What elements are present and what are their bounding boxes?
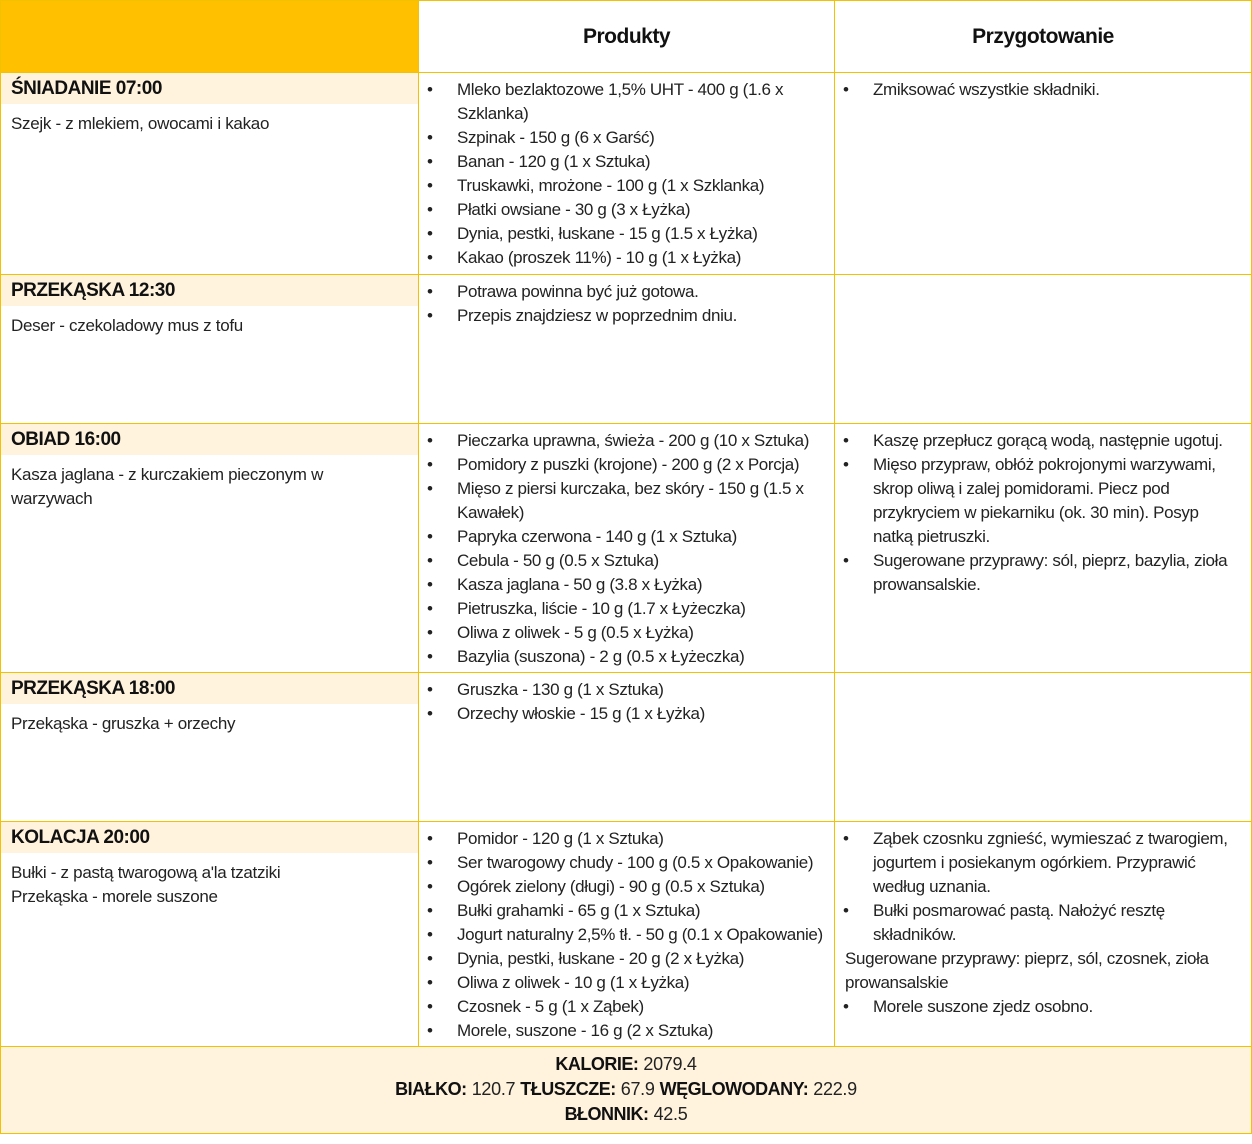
product-item: • Gruszka - 130 g (1 x Sztuka): [457, 678, 824, 702]
totals-line-fiber: [1, 1102, 1251, 1127]
preparation-step: • Sugerowane przyprawy: sól, pieprz, bazylia, zioła prowansalskie.: [873, 549, 1241, 597]
meal-description-line: Deser - czekoladowy mus z tofu: [11, 316, 243, 335]
meal-cell: [1, 73, 419, 275]
column-header-products: Produkty: [419, 1, 835, 73]
products-list: [419, 822, 834, 1043]
products-cell: [419, 73, 835, 275]
protein-label: BIAŁKO:: [395, 1079, 467, 1099]
meal-row: [1, 275, 1252, 424]
preparation-cell: [835, 424, 1252, 673]
preparation-step: • Zmiksować wszystkie składniki.: [873, 78, 1241, 102]
fat-value: 67.9: [620, 1079, 655, 1099]
preparation-list: [835, 424, 1251, 597]
totals-line-macros: [1, 1077, 1251, 1102]
preparation-cell: [835, 275, 1252, 424]
preparation-step: • Mięso przypraw, obłóż pokrojonymi warzywami, skrop oliwą i zalej pomidorami. Piecz pod przykryciem w piekarniku (ok. 30 min). Posyp natką pietruszki.: [873, 453, 1241, 549]
preparation-list: [835, 673, 1251, 678]
product-item: • Ser twarogowy chudy - 100 g (0.5 x Opakowanie): [457, 851, 824, 875]
products-cell: [419, 673, 835, 822]
products-cell: [419, 424, 835, 673]
totals-line-calories: [1, 1052, 1251, 1077]
product-item: • Pomidor - 120 g (1 x Sztuka): [457, 827, 824, 851]
meal-description: [1, 704, 418, 736]
product-item: • Oliwa z oliwek - 5 g (0.5 x Łyżka): [457, 621, 824, 645]
product-item: • Ogórek zielony (długi) - 90 g (0.5 x Sztuka): [457, 875, 824, 899]
meal-description-line: Szejk - z mlekiem, owocami i kakao: [11, 114, 270, 133]
product-item: • Czosnek - 5 g (1 x Ząbek): [457, 995, 824, 1019]
meal-description-line: Przekąska - gruszka + orzechy: [11, 714, 236, 733]
preparation-cell: [835, 673, 1252, 822]
product-item: • Pomidory z puszki (krojone) - 200 g (2 x Porcja): [457, 453, 824, 477]
product-item: • Pietruszka, liście - 10 g (1.7 x Łyżeczka): [457, 597, 824, 621]
product-item: • Potrawa powinna być już gotowa.: [457, 280, 824, 304]
product-item: • Bazylia (suszona) - 2 g (0.5 x Łyżeczka): [457, 645, 824, 669]
product-item: • Przepis znajdziesz w poprzednim dniu.: [457, 304, 824, 328]
protein-value: 120.7: [471, 1079, 516, 1099]
meal-title: PRZEKĄSKA 12:30: [1, 275, 418, 306]
product-item: • Mięso z piersi kurczaka, bez skóry - 150 g (1.5 x Kawałek): [457, 477, 824, 525]
product-item: • Szpinak - 150 g (6 x Garść): [457, 126, 824, 150]
column-header-preparation: Przygotowanie: [835, 1, 1252, 73]
calories-label: KALORIE:: [555, 1054, 639, 1074]
meal-row: [1, 73, 1252, 275]
products-cell: [419, 275, 835, 424]
product-item: • Płatki owsiane - 30 g (3 x Łyżka): [457, 198, 824, 222]
preparation-list: [835, 822, 1251, 1019]
meal-description-line: Bułki - z pastą twarogową a'la tzatziki: [11, 863, 281, 882]
product-item: • Kasza jaglana - 50 g (3.8 x Łyżka): [457, 573, 824, 597]
products-cell: [419, 822, 835, 1047]
meal-cell: [1, 822, 419, 1047]
meal-description: [1, 853, 418, 909]
products-list: [419, 424, 834, 669]
meal-row: [1, 822, 1252, 1047]
meal-title: KOLACJA 20:00: [1, 822, 418, 853]
preparation-step: • Bułki posmarować pastą. Nałożyć resztę składników.: [873, 899, 1241, 947]
product-item: • Kakao (proszek 11%) - 10 g (1 x Łyżka): [457, 246, 824, 270]
fat-label: TŁUSZCZE:: [520, 1079, 616, 1099]
product-item: • Dynia, pestki, łuskane - 20 g (2 x Łyżka): [457, 947, 824, 971]
meal-row: [1, 673, 1252, 822]
carbs-value: 222.9: [813, 1079, 857, 1099]
meal-description: [1, 455, 418, 511]
table-header-row: [1, 1, 1252, 73]
product-item: • Truskawki, mrożone - 100 g (1 x Szklanka): [457, 174, 824, 198]
preparation-step: • Morele suszone zjedz osobno.: [873, 995, 1241, 1019]
nutrition-totals: [1, 1047, 1252, 1134]
product-item: • Dynia, pestki, łuskane - 15 g (1.5 x Łyżka): [457, 222, 824, 246]
product-item: • Jogurt naturalny 2,5% tł. - 50 g (0.1 x Opakowanie): [457, 923, 824, 947]
fiber-label: BŁONNIK:: [564, 1104, 649, 1124]
preparation-step: • Ząbek czosnku zgnieść, wymieszać z twarogiem, jogurtem i posiekanym ogórkiem. Przyprawić według uznania.: [873, 827, 1241, 899]
meal-title: ŚNIADANIE 07:00: [1, 73, 418, 104]
product-item: • Mleko bezlaktozowe 1,5% UHT - 400 g (1.6 x Szklanka): [457, 78, 824, 126]
product-item: • Cebula - 50 g (0.5 x Sztuka): [457, 549, 824, 573]
preparation-list: [835, 73, 1251, 102]
meal-cell: [1, 673, 419, 822]
product-item: • Orzechy włoskie - 15 g (1 x Łyżka): [457, 702, 824, 726]
products-list: [419, 673, 834, 726]
products-list: [419, 275, 834, 328]
meal-description-line: Kasza jaglana - z kurczakiem pieczonym w warzywach: [11, 465, 324, 508]
carbs-label: WĘGLOWODANY:: [659, 1079, 809, 1099]
meal-cell: [1, 424, 419, 673]
meal-title: PRZEKĄSKA 18:00: [1, 673, 418, 704]
meal-description-line: Przekąska - morele suszone: [11, 887, 218, 906]
product-item: • Pieczarka uprawna, świeża - 200 g (10 x Sztuka): [457, 429, 824, 453]
meal-title: OBIAD 16:00: [1, 424, 418, 455]
preparation-list: [835, 275, 1251, 280]
product-item: • Morele, suszone - 16 g (2 x Sztuka): [457, 1019, 824, 1043]
meal-description: [1, 104, 418, 136]
product-item: • Oliwa z oliwek - 10 g (1 x Łyżka): [457, 971, 824, 995]
fiber-value: 42.5: [653, 1104, 688, 1124]
product-item: • Banan - 120 g (1 x Sztuka): [457, 150, 824, 174]
products-list: [419, 73, 834, 270]
preparation-note: Sugerowane przyprawy: pieprz, sól, czosnek, zioła prowansalskie: [845, 949, 1209, 992]
product-item: • Papryka czerwona - 140 g (1 x Sztuka): [457, 525, 824, 549]
preparation-step: • Kaszę przepłucz gorącą wodą, następnie ugotuj.: [873, 429, 1241, 453]
header-corner: [1, 1, 419, 73]
totals-row: [1, 1047, 1252, 1134]
product-item: • Bułki grahamki - 65 g (1 x Sztuka): [457, 899, 824, 923]
preparation-cell: [835, 822, 1252, 1047]
meal-cell: [1, 275, 419, 424]
calories-value: 2079.4: [643, 1054, 697, 1074]
preparation-cell: [835, 73, 1252, 275]
meal-description: [1, 306, 418, 338]
meal-rows: [1, 73, 1252, 1047]
meal-row: [1, 424, 1252, 673]
